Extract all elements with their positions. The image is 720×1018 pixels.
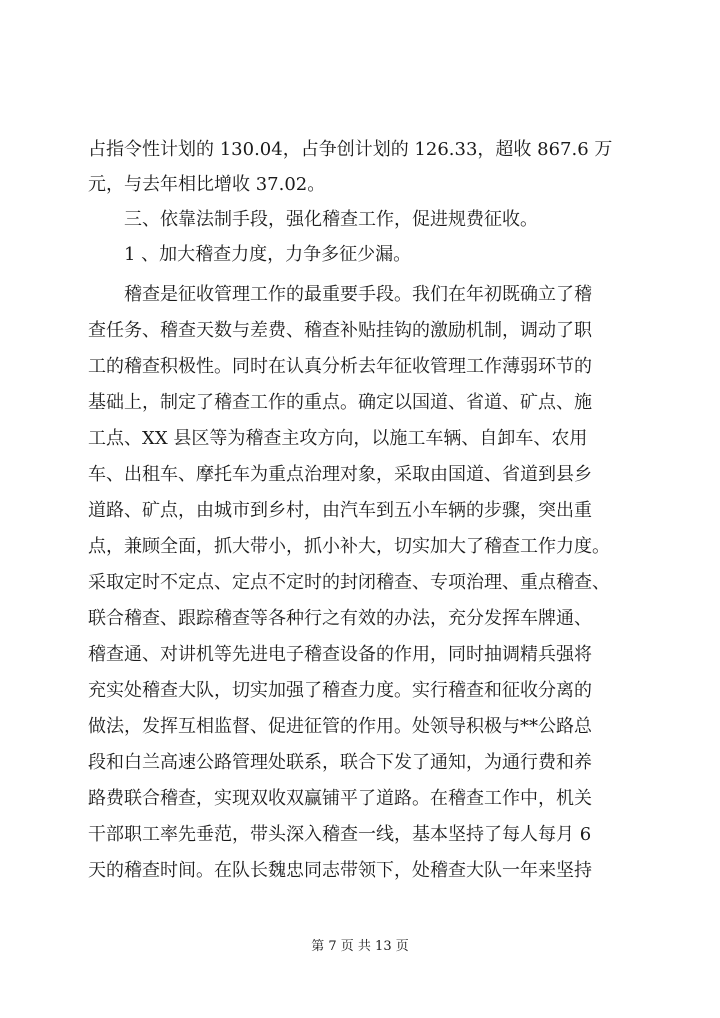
text-line: 稽查通、对讲机等先进电子稽查设备的作用，同时抽调精兵强将 — [88, 644, 592, 665]
text-line: 占指令性计划的 130.04，占争创计划的 126.33，超收 867.6 万 — [88, 139, 613, 160]
section-heading: 三、依靠法制手段，强化稽查工作，促进规费征收。 — [124, 209, 538, 230]
text-line: 路费联合稽查，实现双收双赢铺平了道路。在稽查工作中，机关 — [88, 788, 592, 809]
text-line: 段和白兰高速公路管理处联系，联合下发了通知，为通行费和养 — [88, 752, 592, 773]
page-number: 第 7 页 共 13 页 — [311, 939, 409, 954]
text-line: 天的稽查时间。在队长魏忠同志带领下，处稽查大队一年来坚持 — [88, 860, 592, 881]
text-line: 工点、XX 县区等为稽查主攻方向，以施工车辆、自卸车、农用 — [88, 428, 588, 449]
text-line: 基础上，制定了稽查工作的重点。确定以国道、省道、矿点、施 — [88, 392, 592, 413]
text-line: 充实处稽查大队，切实加强了稽查力度。实行稽查和征收分离的 — [88, 680, 592, 701]
text-line: 点，兼顾全面，抓大带小，抓小补大，切实加大了稽查工作力度。 — [88, 536, 610, 557]
text-line: 干部职工率先垂范，带头深入稽查一线，基本坚持了每人每月 6 — [88, 824, 592, 845]
text-line: 稽查是征收管理工作的最重要手段。我们在年初既确立了稽 — [124, 284, 592, 305]
text-line: 车、出租车、摩托车为重点治理对象，采取由国道、省道到县乡 — [88, 464, 592, 485]
text-line: 查任务、稽查天数与差费、稽查补贴挂钩的激励机制，调动了职 — [88, 320, 592, 341]
text-line: 采取定时不定点、定点不定时的封闭稽查、专项治理、重点稽查、 — [88, 572, 610, 593]
text-line: 道路、矿点，由城市到乡村，由汽车到五小车辆的步骤，突出重 — [88, 500, 592, 521]
text-line: 联合稽查、跟踪稽查等各种行之有效的办法，充分发挥车牌通、 — [88, 608, 592, 629]
text-line: 元，与去年相比增收 37.02。 — [88, 174, 326, 195]
text-line: 工的稽查积极性。同时在认真分析去年征收管理工作薄弱环节的 — [88, 356, 592, 377]
text-line: 做法，发挥互相监督、促进征管的作用。处领导积极与**公路总 — [88, 716, 592, 737]
subsection-heading: 1 、加大稽查力度，力争多征少漏。 — [124, 244, 412, 265]
